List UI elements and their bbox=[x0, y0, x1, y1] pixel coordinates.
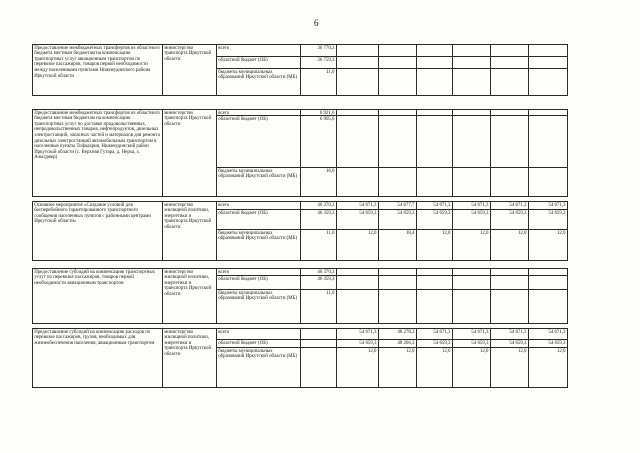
value-cell: 11,0 bbox=[300, 68, 336, 96]
value-cell bbox=[300, 328, 336, 339]
value-cell: 54 659,3 bbox=[490, 209, 528, 229]
value-cell bbox=[336, 44, 378, 56]
value-cell bbox=[378, 56, 416, 68]
value-cell: 12,0 bbox=[528, 347, 568, 388]
value-cell bbox=[490, 167, 528, 197]
value-cell bbox=[452, 56, 490, 68]
value-cell bbox=[452, 268, 490, 275]
value-cell: 12,0 bbox=[378, 347, 416, 388]
value-cell: 46 359,3 bbox=[300, 275, 336, 289]
value-cell: 12,0 bbox=[336, 229, 378, 261]
value-cell: 46 370,3 bbox=[300, 268, 336, 275]
value-cell: 46 359,3 bbox=[300, 209, 336, 229]
value-cell bbox=[490, 289, 528, 324]
value-cell bbox=[378, 68, 416, 96]
value-cell bbox=[490, 115, 528, 167]
value-cell: 12,0 bbox=[490, 229, 528, 261]
value-cell bbox=[528, 268, 568, 275]
value-cell bbox=[416, 268, 452, 275]
value-cell: 12,0 bbox=[528, 229, 568, 261]
row-description: Основное мероприятие «Создание условий для бесперебойного гарантированного транспортного сообщения населенных пунктов с районными центрами Иркутской области» bbox=[32, 201, 162, 261]
value-cell bbox=[416, 115, 452, 167]
value-cell bbox=[416, 167, 452, 197]
value-cell: 48 278,3 bbox=[378, 328, 416, 339]
value-cell bbox=[336, 275, 378, 289]
value-cell: 12,0 bbox=[452, 229, 490, 261]
value-cell: 36 759,3 bbox=[300, 56, 336, 68]
value-cell bbox=[490, 268, 528, 275]
value-cell bbox=[336, 56, 378, 68]
page-number: 6 bbox=[314, 18, 319, 28]
value-cell: 54 659,3 bbox=[490, 339, 528, 347]
value-cell bbox=[336, 289, 378, 324]
row-executor: министерство жилищной политики, энергетики и транспорта Иркутской области bbox=[162, 268, 216, 324]
value-cell: 54 671,3 bbox=[416, 201, 452, 209]
value-cell: 54 671,3 bbox=[452, 328, 490, 339]
row-description: Предоставление субсидий на компенсацию транспортных услуг по перевозке пассажиров, товаров первой необходимости авиационным транспортом bbox=[32, 268, 162, 324]
value-cell: 54 677,7 bbox=[378, 201, 416, 209]
funding-source: бюджеты муниципальных образований Иркутской области (МБ) bbox=[216, 229, 300, 261]
value-cell bbox=[528, 44, 568, 56]
row-executor: министерство транспорта Иркутской области bbox=[162, 109, 216, 197]
funding-source: бюджеты муниципальных образований Иркутской области (МБ) bbox=[216, 347, 300, 388]
value-cell bbox=[416, 44, 452, 56]
value-cell: 54 659,3 bbox=[336, 209, 378, 229]
funding-source: бюджеты муниципальных образований Иркутской области (МБ) bbox=[216, 289, 300, 324]
value-cell: 54 659,3 bbox=[336, 339, 378, 347]
value-cell: 54 659,3 bbox=[528, 209, 568, 229]
value-cell bbox=[300, 347, 336, 388]
value-cell: 54 659,3 bbox=[528, 339, 568, 347]
value-cell: 54 659,3 bbox=[416, 339, 452, 347]
row-description: Предоставление субсидий на компенсацию расходов по перевозке пассажиров, грузов, необходимых для жизнеобеспечения населения, авиационным транспортом bbox=[32, 328, 162, 388]
value-cell bbox=[452, 44, 490, 56]
value-cell bbox=[416, 68, 452, 96]
value-cell bbox=[378, 289, 416, 324]
value-cell bbox=[452, 275, 490, 289]
value-cell: 54 671,3 bbox=[416, 328, 452, 339]
value-cell bbox=[336, 167, 378, 197]
funding-source: всего bbox=[216, 201, 300, 209]
funding-source: областной бюджет (ОБ) bbox=[216, 56, 300, 68]
value-cell bbox=[378, 167, 416, 197]
value-cell bbox=[378, 115, 416, 167]
value-cell bbox=[336, 268, 378, 275]
value-cell: 12,0 bbox=[336, 347, 378, 388]
value-cell bbox=[416, 56, 452, 68]
value-cell: 54 659,3 bbox=[416, 209, 452, 229]
row-executor: министерство жилищной политики, энергетики и транспорта Иркутской области bbox=[162, 328, 216, 388]
value-cell: 54 671,3 bbox=[528, 201, 568, 209]
value-cell bbox=[452, 68, 490, 96]
value-cell: 54 671,3 bbox=[336, 201, 378, 209]
value-cell: 36 770,3 bbox=[300, 44, 336, 56]
value-cell: 54 659,3 bbox=[452, 209, 490, 229]
value-cell: 12,0 bbox=[416, 347, 452, 388]
value-cell: 54 659,3 bbox=[452, 339, 490, 347]
value-cell bbox=[336, 68, 378, 96]
row-description: Предоставление межбюджетных трансфертов из областного бюджета местным бюджетам на компенсацию транспортных услуг авиационным транспортом по перевозке пассажиров, товаров первой необходимости между населенными пунктами Нижнеудинского района Иркутской области bbox=[32, 44, 162, 96]
value-cell bbox=[378, 268, 416, 275]
value-cell bbox=[490, 68, 528, 96]
value-cell bbox=[452, 289, 490, 324]
row-executor: министерство жилищной политики, энергетики и транспорта Иркутской области bbox=[162, 201, 216, 261]
value-cell bbox=[528, 56, 568, 68]
value-cell bbox=[416, 275, 452, 289]
value-cell bbox=[490, 275, 528, 289]
value-cell bbox=[452, 167, 490, 197]
value-cell bbox=[528, 115, 568, 167]
value-cell bbox=[378, 275, 416, 289]
value-cell: 54 671,3 bbox=[490, 328, 528, 339]
value-cell bbox=[490, 56, 528, 68]
value-cell: 12,0 bbox=[416, 229, 452, 261]
funding-source: бюджеты муниципальных образований Иркутской области (МБ) bbox=[216, 68, 300, 96]
value-cell: 12,0 bbox=[490, 347, 528, 388]
funding-source: всего bbox=[216, 268, 300, 275]
funding-source: областной бюджет (ОБ) bbox=[216, 115, 300, 167]
value-cell bbox=[378, 44, 416, 56]
value-cell: 54 671,3 bbox=[452, 201, 490, 209]
value-cell: 46 370,3 bbox=[300, 201, 336, 209]
funding-source: бюджеты муниципальных образований Иркутской области (МБ) bbox=[216, 167, 300, 197]
funding-source: всего bbox=[216, 44, 300, 56]
value-cell bbox=[336, 115, 378, 167]
value-cell: 11,0 bbox=[300, 289, 336, 324]
value-cell: 54 671,3 bbox=[528, 328, 568, 339]
value-cell: 54 671,3 bbox=[490, 201, 528, 209]
funding-source: всего bbox=[216, 328, 300, 339]
value-cell: 48 266,3 bbox=[378, 339, 416, 347]
value-cell: 16,0 bbox=[300, 167, 336, 197]
value-cell bbox=[528, 289, 568, 324]
value-cell: 6 921,6 bbox=[300, 109, 336, 115]
funding-source: областной бюджет (ОБ) bbox=[216, 275, 300, 289]
row-executor: министерство транспорта Иркутской области bbox=[162, 44, 216, 96]
value-cell bbox=[300, 339, 336, 347]
value-cell bbox=[490, 44, 528, 56]
value-cell bbox=[452, 115, 490, 167]
value-cell: 12,0 bbox=[452, 347, 490, 388]
value-cell: 54 671,3 bbox=[336, 328, 378, 339]
value-cell: 11,0 bbox=[300, 229, 336, 261]
value-cell bbox=[416, 289, 452, 324]
value-cell bbox=[528, 68, 568, 96]
value-cell: 18,4 bbox=[378, 229, 416, 261]
funding-source: областной бюджет (ОБ) bbox=[216, 339, 300, 347]
value-cell bbox=[528, 275, 568, 289]
funding-source: всего bbox=[216, 109, 300, 115]
row-description: Предоставление межбюджетных трансфертов из областного бюджета местным бюджетам на компенсацию транспортных услуг по доставке продовольственных, непродовольственных товаров, нефтепродуктов, дизельных электростанций, запасных частей и материалов для ремонта дизельных электростанций автомобильным транспортом в населенные пункты Тофалария, Нижнеудинский район Иркутской области (с. Верхняя Гутара, д. Нерха, с. Алыгджер) bbox=[32, 109, 162, 197]
value-cell: 6 905,6 bbox=[300, 115, 336, 167]
funding-source: областной бюджет (ОБ) bbox=[216, 209, 300, 229]
value-cell bbox=[528, 167, 568, 197]
value-cell: 54 659,3 bbox=[378, 209, 416, 229]
